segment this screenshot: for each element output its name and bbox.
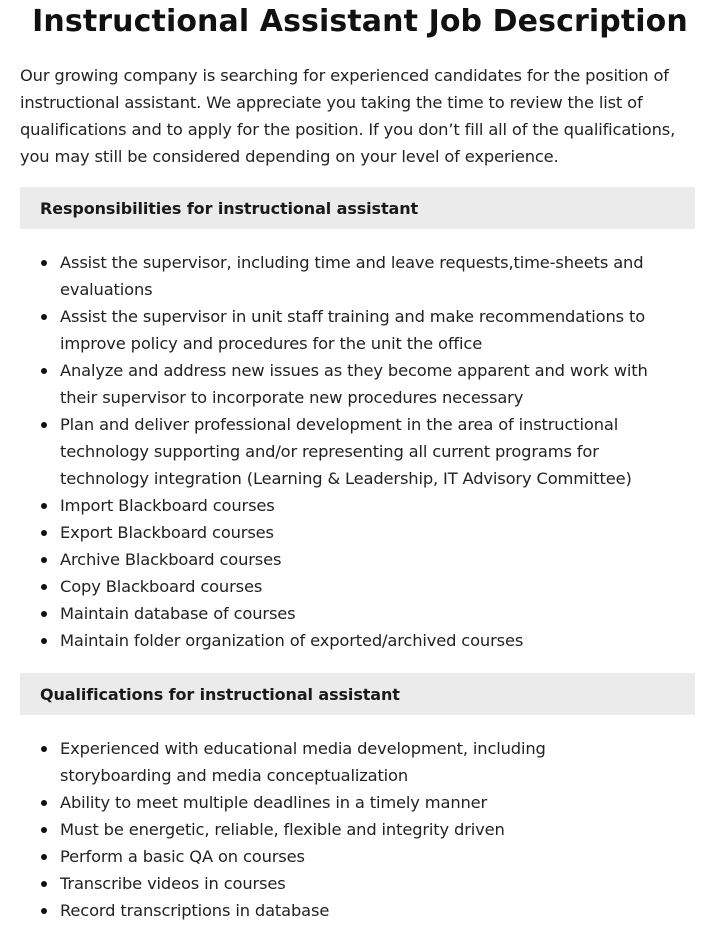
list-item	[0, 816, 680, 843]
list-item-text: Assist the supervisor, including time and leave requests,time-sheets and evaluations	[60, 253, 644, 299]
bullet-icon	[41, 422, 47, 428]
list-item-text: Archive Blackboard courses	[60, 550, 282, 569]
responsibilities-list	[0, 249, 680, 654]
list-item-text: Transcribe videos in courses	[60, 874, 286, 893]
qualifications-list	[0, 735, 680, 924]
bullet-icon	[41, 530, 47, 536]
list-item-text: Plan and deliver professional development in the area of instructional technology supporting and/or representing all current programs for technology integration (Learning & Leadership, IT Advisory Committee)	[60, 415, 632, 488]
bullet-icon	[41, 368, 47, 374]
list-item	[0, 735, 680, 789]
bullet-icon	[41, 854, 47, 860]
list-item-text: Copy Blackboard courses	[60, 577, 263, 596]
bullet-icon	[41, 638, 47, 644]
list-item-text: Experienced with educational media development, including storyboarding and media conceptualization	[60, 739, 546, 785]
bullet-icon	[41, 881, 47, 887]
list-item	[0, 303, 680, 357]
bullet-icon	[41, 611, 47, 617]
list-item	[0, 411, 680, 492]
list-item-text: Perform a basic QA on courses	[60, 847, 305, 866]
list-item-text: Maintain folder organization of exported/archived courses	[60, 631, 524, 650]
list-item	[0, 357, 680, 411]
list-item	[0, 843, 680, 870]
list-item-text: Analyze and address new issues as they become apparent and work with their supervisor to incorporate new procedures necessary	[60, 361, 648, 407]
bullet-icon	[41, 260, 47, 266]
list-item-text: Must be energetic, reliable, flexible and integrity driven	[60, 820, 505, 839]
qualifications-heading: Qualifications for instructional assistant	[20, 673, 695, 715]
list-item-text: Maintain database of courses	[60, 604, 296, 623]
list-item-text: Ability to meet multiple deadlines in a timely manner	[60, 793, 488, 812]
bullet-icon	[41, 314, 47, 320]
bullet-icon	[41, 827, 47, 833]
bullet-icon	[41, 557, 47, 563]
list-item	[0, 789, 680, 816]
list-item	[0, 546, 680, 573]
list-item	[0, 870, 680, 897]
responsibilities-heading: Responsibilities for instructional assistant	[20, 187, 695, 229]
list-item	[0, 249, 680, 303]
bullet-icon	[41, 503, 47, 509]
list-item	[0, 600, 680, 627]
list-item-text: Export Blackboard courses	[60, 523, 274, 542]
bullet-icon	[41, 746, 47, 752]
list-item	[0, 492, 680, 519]
bullet-icon	[41, 584, 47, 590]
page-title: Instructional Assistant Job Description	[32, 4, 688, 39]
list-item-text: Import Blackboard courses	[60, 496, 275, 515]
list-item-text: Record transcriptions in database	[60, 901, 330, 920]
list-item	[0, 897, 680, 924]
list-item	[0, 519, 680, 546]
list-item-text: Assist the supervisor in unit staff training and make recommendations to improve policy and procedures for the unit the office	[60, 307, 646, 353]
intro-paragraph: Our growing company is searching for experienced candidates for the position of instructional assistant. We appreciate you taking the time to review the list of qualifications and to apply for the position. If you don’t fill all of the qualifications, you may still be considered depending on your level of experience.	[20, 66, 676, 166]
list-item	[0, 627, 680, 654]
bullet-icon	[41, 800, 47, 806]
bullet-icon	[41, 908, 47, 914]
list-item	[0, 573, 680, 600]
